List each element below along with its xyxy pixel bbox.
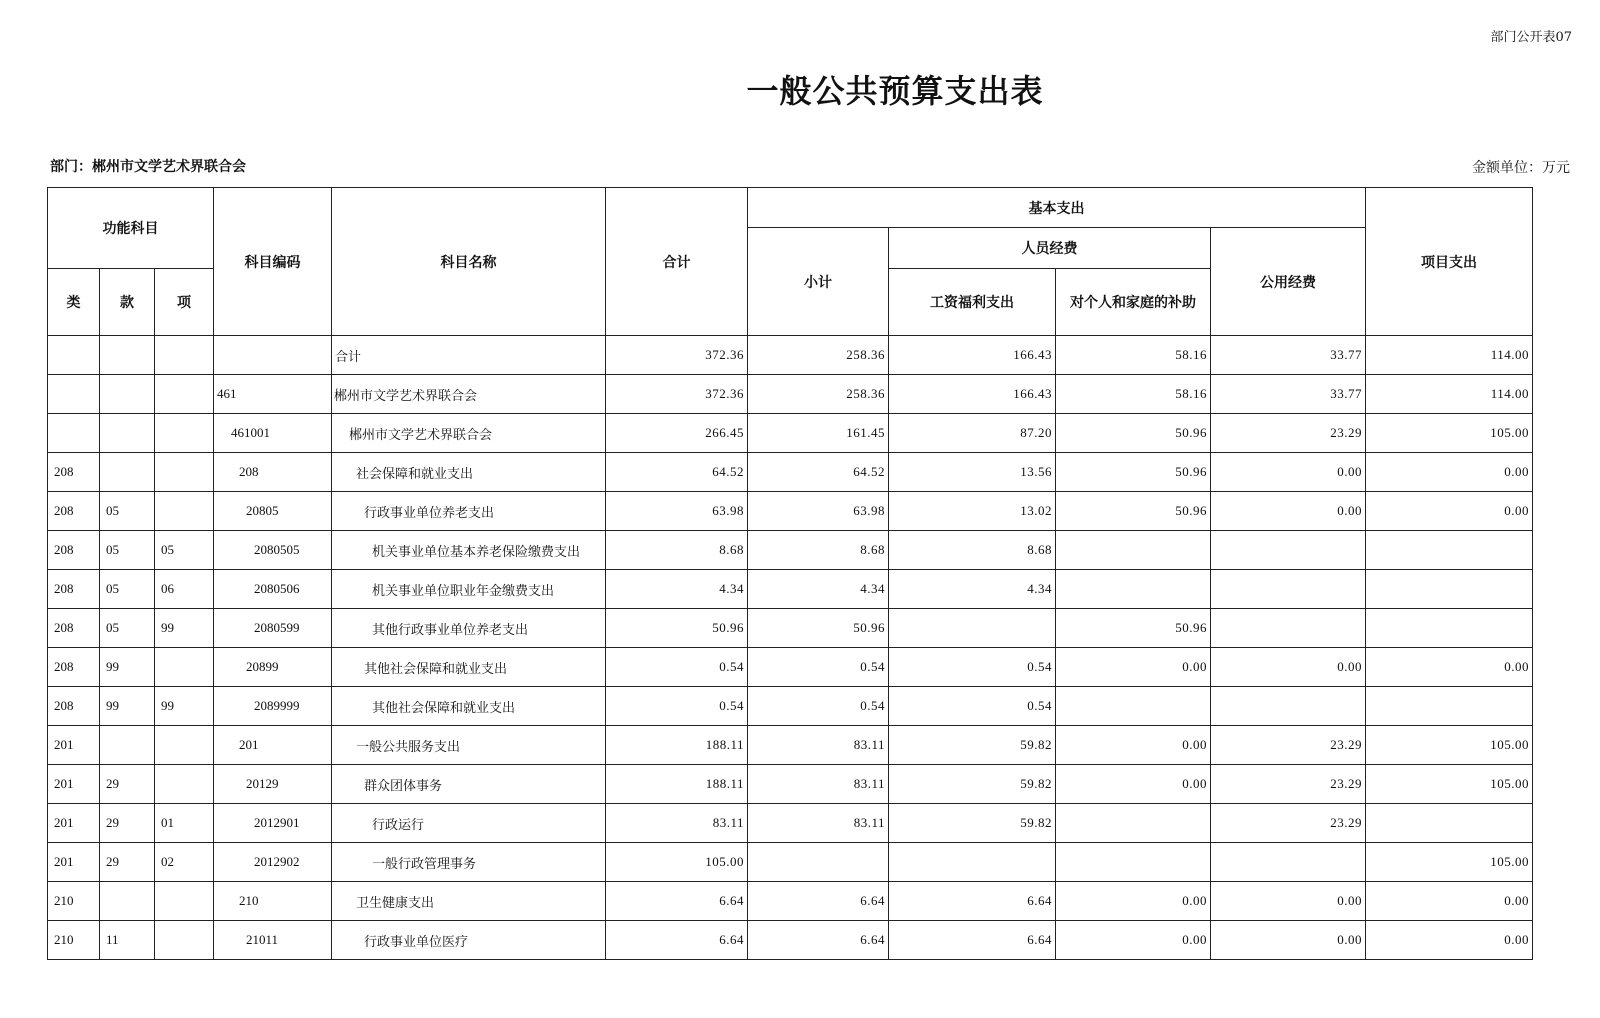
cell-kuan (100, 882, 155, 921)
cell-code: 2080505 (214, 531, 332, 570)
cell-xiang: 06 (155, 570, 214, 609)
cell-subsidy (1056, 804, 1211, 843)
cell-project (1366, 687, 1533, 726)
cell-public: 0.00 (1211, 492, 1366, 531)
department-label: 部门：郴州市文学艺术界联合会 (50, 159, 246, 175)
cell-subsidy: 0.00 (1056, 882, 1211, 921)
cell-code (214, 336, 332, 375)
cell-subsidy: 58.16 (1056, 375, 1211, 414)
cell-total: 372.36 (606, 375, 748, 414)
header-personnel: 人员经费 (889, 228, 1211, 269)
cell-subsidy (1056, 570, 1211, 609)
cell-xiang (155, 375, 214, 414)
cell-kuan (100, 336, 155, 375)
header-subsidy: 对个人和家庭的补助 (1056, 269, 1211, 336)
table-row (48, 492, 1533, 531)
cell-code: 2080506 (214, 570, 332, 609)
cell-code: 201 (214, 726, 332, 765)
cell-total: 105.00 (606, 843, 748, 882)
cell-public: 33.77 (1211, 336, 1366, 375)
header-code: 科目编码 (214, 188, 332, 336)
cell-total: 6.64 (606, 921, 748, 960)
cell-code: 461 (214, 375, 332, 414)
cell-name: 行政事业单位医疗 (332, 921, 606, 960)
cell-total: 50.96 (606, 609, 748, 648)
header-subtotal: 小计 (748, 228, 889, 336)
cell-subtotal: 258.36 (748, 375, 889, 414)
table-row (48, 375, 1533, 414)
cell-subsidy: 0.00 (1056, 648, 1211, 687)
cell-subsidy: 0.00 (1056, 765, 1211, 804)
cell-xiang (155, 648, 214, 687)
cell-lei: 208 (48, 453, 100, 492)
cell-salary: 6.64 (889, 882, 1056, 921)
table-row (48, 531, 1533, 570)
cell-project: 0.00 (1366, 882, 1533, 921)
cell-project (1366, 531, 1533, 570)
cell-code: 2080599 (214, 609, 332, 648)
cell-lei: 201 (48, 726, 100, 765)
table-row (48, 570, 1533, 609)
cell-lei (48, 336, 100, 375)
cell-lei: 208 (48, 648, 100, 687)
cell-kuan (100, 726, 155, 765)
cell-total: 372.36 (606, 336, 748, 375)
cell-project: 0.00 (1366, 453, 1533, 492)
cell-xiang (155, 726, 214, 765)
cell-salary: 4.34 (889, 570, 1056, 609)
cell-kuan: 05 (100, 609, 155, 648)
cell-name: 机关事业单位职业年金缴费支出 (332, 570, 606, 609)
cell-salary (889, 609, 1056, 648)
cell-code: 2012901 (214, 804, 332, 843)
header-basic: 基本支出 (748, 188, 1366, 228)
cell-code: 21011 (214, 921, 332, 960)
table-row (48, 453, 1533, 492)
cell-public: 0.00 (1211, 882, 1366, 921)
cell-salary: 6.64 (889, 921, 1056, 960)
cell-subtotal: 6.64 (748, 882, 889, 921)
table-row (48, 414, 1533, 453)
cell-xiang: 99 (155, 687, 214, 726)
cell-project: 114.00 (1366, 375, 1533, 414)
cell-project: 105.00 (1366, 765, 1533, 804)
table-row (48, 609, 1533, 648)
cell-total: 4.34 (606, 570, 748, 609)
cell-public: 23.29 (1211, 726, 1366, 765)
cell-public: 23.29 (1211, 804, 1366, 843)
cell-name: 其他社会保障和就业支出 (332, 648, 606, 687)
cell-xiang: 01 (155, 804, 214, 843)
table-row (48, 843, 1533, 882)
cell-subtotal: 50.96 (748, 609, 889, 648)
header-total: 合计 (606, 188, 748, 336)
table-row (48, 648, 1533, 687)
cell-kuan: 29 (100, 843, 155, 882)
cell-subtotal: 63.98 (748, 492, 889, 531)
cell-xiang: 99 (155, 609, 214, 648)
cell-salary: 59.82 (889, 804, 1056, 843)
budget-table (47, 187, 1533, 960)
table-row (48, 804, 1533, 843)
cell-subtotal: 0.54 (748, 687, 889, 726)
cell-name: 卫生健康支出 (332, 882, 606, 921)
cell-name: 一般行政管理事务 (332, 843, 606, 882)
cell-project (1366, 570, 1533, 609)
cell-public: 0.00 (1211, 921, 1366, 960)
cell-subsidy (1056, 843, 1211, 882)
cell-subtotal: 4.34 (748, 570, 889, 609)
cell-project: 0.00 (1366, 492, 1533, 531)
cell-lei: 208 (48, 492, 100, 531)
cell-lei: 208 (48, 687, 100, 726)
cell-project (1366, 804, 1533, 843)
cell-subtotal: 83.11 (748, 765, 889, 804)
cell-total: 0.54 (606, 687, 748, 726)
cell-kuan (100, 453, 155, 492)
cell-lei: 210 (48, 882, 100, 921)
table-row (48, 687, 1533, 726)
cell-salary: 59.82 (889, 765, 1056, 804)
cell-public (1211, 570, 1366, 609)
header-lei: 类 (48, 269, 100, 336)
cell-public: 0.00 (1211, 453, 1366, 492)
cell-subsidy: 50.96 (1056, 453, 1211, 492)
cell-public (1211, 687, 1366, 726)
header-xiang: 项 (155, 269, 214, 336)
cell-subtotal: 6.64 (748, 921, 889, 960)
cell-xiang (155, 336, 214, 375)
cell-total: 6.64 (606, 882, 748, 921)
table-row (48, 921, 1533, 960)
cell-subsidy (1056, 531, 1211, 570)
header-func-subject: 功能科目 (48, 188, 214, 269)
cell-salary: 0.54 (889, 648, 1056, 687)
cell-public: 23.29 (1211, 414, 1366, 453)
cell-kuan: 05 (100, 492, 155, 531)
cell-name: 合计 (332, 336, 606, 375)
cell-code: 20805 (214, 492, 332, 531)
cell-subsidy (1056, 687, 1211, 726)
cell-name: 郴州市文学艺术界联合会 (332, 375, 606, 414)
page-title: 一般公共预算支出表 (746, 72, 1044, 110)
cell-public: 0.00 (1211, 648, 1366, 687)
cell-kuan (100, 375, 155, 414)
cell-total: 188.11 (606, 765, 748, 804)
cell-kuan: 99 (100, 687, 155, 726)
header-name: 科目名称 (332, 188, 606, 336)
cell-xiang: 05 (155, 531, 214, 570)
cell-lei: 208 (48, 609, 100, 648)
cell-lei: 208 (48, 531, 100, 570)
form-number: 部门公开表07 (1490, 30, 1572, 45)
cell-lei (48, 414, 100, 453)
cell-xiang (155, 765, 214, 804)
cell-salary (889, 843, 1056, 882)
cell-salary: 8.68 (889, 531, 1056, 570)
cell-xiang (155, 882, 214, 921)
cell-kuan: 05 (100, 570, 155, 609)
unit-label: 金额单位：万元 (1472, 160, 1570, 176)
cell-project: 105.00 (1366, 726, 1533, 765)
table-row (48, 765, 1533, 804)
header-salary: 工资福利支出 (889, 269, 1056, 336)
cell-subtotal: 83.11 (748, 804, 889, 843)
cell-kuan: 29 (100, 765, 155, 804)
cell-total: 188.11 (606, 726, 748, 765)
cell-kuan: 99 (100, 648, 155, 687)
cell-xiang (155, 492, 214, 531)
cell-salary: 13.56 (889, 453, 1056, 492)
cell-xiang (155, 921, 214, 960)
cell-total: 63.98 (606, 492, 748, 531)
cell-subtotal: 161.45 (748, 414, 889, 453)
cell-subsidy: 50.96 (1056, 609, 1211, 648)
cell-salary: 166.43 (889, 375, 1056, 414)
cell-project: 105.00 (1366, 843, 1533, 882)
header-kuan: 款 (100, 269, 155, 336)
cell-code: 20899 (214, 648, 332, 687)
cell-public: 23.29 (1211, 765, 1366, 804)
cell-project (1366, 609, 1533, 648)
cell-name: 社会保障和就业支出 (332, 453, 606, 492)
cell-subsidy: 50.96 (1056, 414, 1211, 453)
cell-subtotal: 258.36 (748, 336, 889, 375)
cell-lei: 210 (48, 921, 100, 960)
cell-name: 其他行政事业单位养老支出 (332, 609, 606, 648)
cell-public (1211, 531, 1366, 570)
cell-code: 208 (214, 453, 332, 492)
cell-kuan: 11 (100, 921, 155, 960)
cell-total: 64.52 (606, 453, 748, 492)
cell-code: 210 (214, 882, 332, 921)
cell-code: 2089999 (214, 687, 332, 726)
cell-project: 0.00 (1366, 648, 1533, 687)
cell-code: 2012902 (214, 843, 332, 882)
cell-subsidy: 0.00 (1056, 726, 1211, 765)
cell-xiang: 02 (155, 843, 214, 882)
cell-name: 机关事业单位基本养老保险缴费支出 (332, 531, 606, 570)
cell-subsidy: 50.96 (1056, 492, 1211, 531)
header-project: 项目支出 (1366, 188, 1533, 336)
cell-subtotal: 0.54 (748, 648, 889, 687)
cell-salary: 59.82 (889, 726, 1056, 765)
cell-subtotal (748, 843, 889, 882)
cell-salary: 166.43 (889, 336, 1056, 375)
cell-name: 群众团体事务 (332, 765, 606, 804)
cell-project: 114.00 (1366, 336, 1533, 375)
cell-project: 105.00 (1366, 414, 1533, 453)
cell-lei (48, 375, 100, 414)
cell-name: 郴州市文学艺术界联合会 (332, 414, 606, 453)
cell-salary: 87.20 (889, 414, 1056, 453)
cell-public (1211, 843, 1366, 882)
cell-salary: 13.02 (889, 492, 1056, 531)
cell-subtotal: 83.11 (748, 726, 889, 765)
table-row (48, 726, 1533, 765)
cell-total: 0.54 (606, 648, 748, 687)
cell-subsidy: 0.00 (1056, 921, 1211, 960)
cell-lei: 201 (48, 843, 100, 882)
cell-public (1211, 609, 1366, 648)
cell-subtotal: 8.68 (748, 531, 889, 570)
table-row (48, 882, 1533, 921)
cell-xiang (155, 453, 214, 492)
cell-total: 8.68 (606, 531, 748, 570)
cell-subtotal: 64.52 (748, 453, 889, 492)
cell-kuan: 29 (100, 804, 155, 843)
cell-subsidy: 58.16 (1056, 336, 1211, 375)
cell-kuan (100, 414, 155, 453)
cell-name: 其他社会保障和就业支出 (332, 687, 606, 726)
cell-name: 行政运行 (332, 804, 606, 843)
cell-xiang (155, 414, 214, 453)
cell-salary: 0.54 (889, 687, 1056, 726)
cell-kuan: 05 (100, 531, 155, 570)
cell-public: 33.77 (1211, 375, 1366, 414)
cell-name: 一般公共服务支出 (332, 726, 606, 765)
cell-lei: 201 (48, 765, 100, 804)
table-row (48, 336, 1533, 375)
cell-total: 83.11 (606, 804, 748, 843)
cell-code: 461001 (214, 414, 332, 453)
cell-total: 266.45 (606, 414, 748, 453)
cell-lei: 201 (48, 804, 100, 843)
header-public: 公用经费 (1211, 228, 1366, 336)
cell-project: 0.00 (1366, 921, 1533, 960)
cell-code: 20129 (214, 765, 332, 804)
cell-name: 行政事业单位养老支出 (332, 492, 606, 531)
cell-lei: 208 (48, 570, 100, 609)
